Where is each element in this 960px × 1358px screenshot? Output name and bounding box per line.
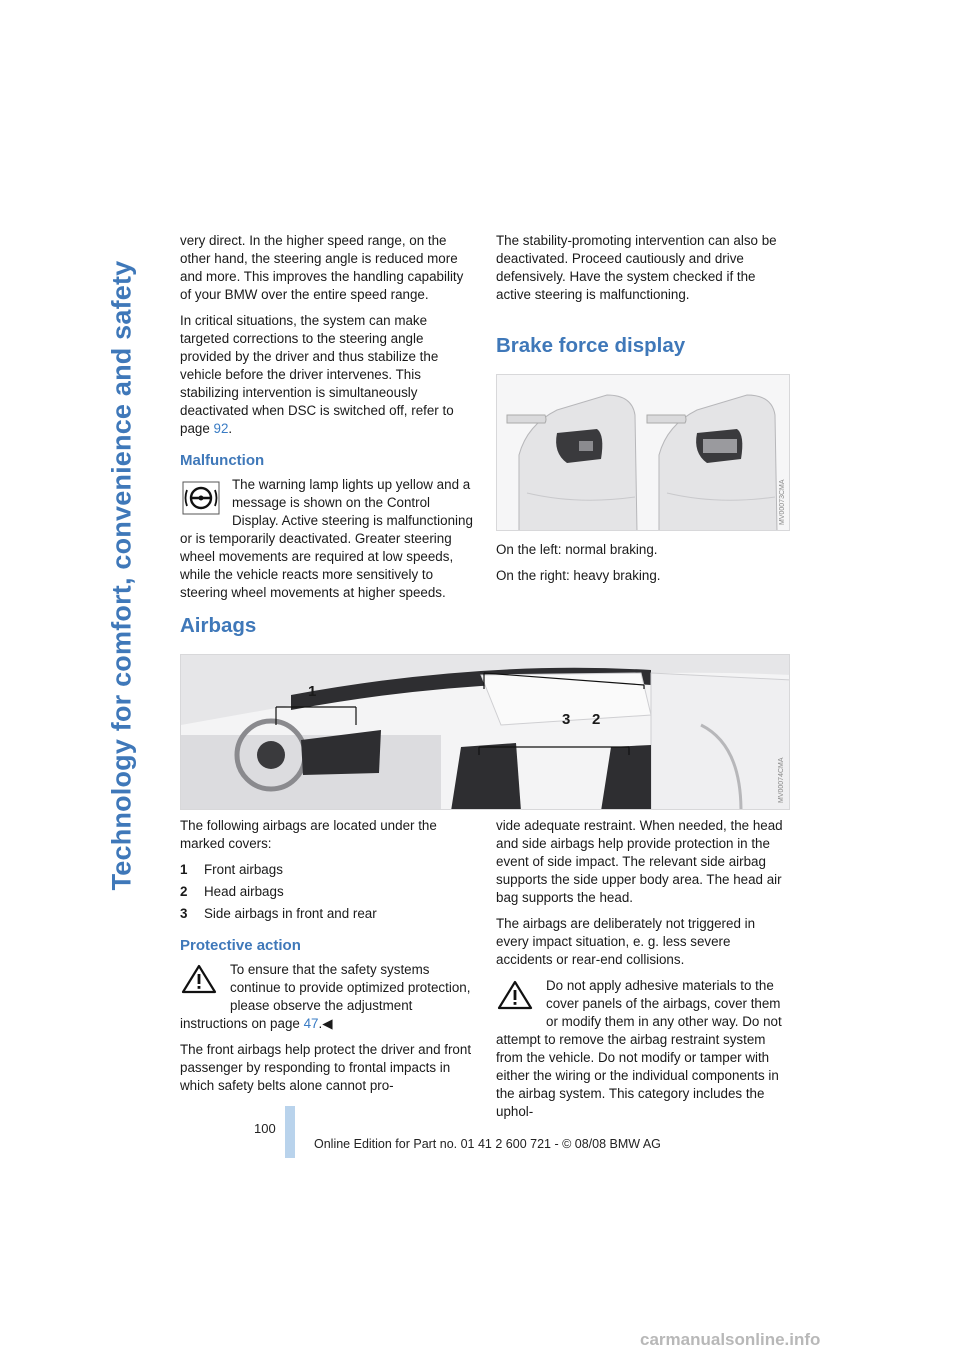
list-item [180, 861, 475, 879]
left-column [180, 232, 475, 610]
paragraph-critical-text: In critical situations, the system can make targeted corrections to the steering angle provided by the driver and thus stabilize the vehicle before the driver intervenes. This stabilizing intervention is simultaneously deactivated when DSC is switched off, refer to page [180, 313, 454, 436]
list-number: 3 [180, 906, 188, 921]
list-item [180, 883, 475, 901]
warning-triangle-icon [496, 979, 534, 1013]
watermark: carmanualsonline.info [640, 1330, 821, 1349]
malfunction-heading: Malfunction [180, 452, 265, 469]
airbags-list [180, 861, 475, 923]
brake-force-heading: Brake force display [496, 334, 686, 357]
right-column [496, 232, 788, 312]
car-rear-normal [507, 395, 637, 531]
car-rear-heavy [647, 395, 777, 531]
callout-1: 1 [308, 683, 317, 700]
end-mark: .◀ [318, 1016, 333, 1031]
airbags-figure-code: MV00074CMA [778, 757, 785, 803]
airbags-left-column [180, 817, 475, 1103]
brake-lights-illustration [497, 375, 790, 531]
warning-adjustment-text [180, 961, 475, 1033]
page-number: 100 [254, 1121, 276, 1136]
airbags-right-column [496, 817, 790, 1129]
list-label: Front airbags [204, 862, 283, 877]
warning-adhesive-text: Do not apply adhesive materials to the cover panels of the airbags, cover them or modify them in any other way. Do not attempt to remove the airbag restraint system from the vehicle. Do not modify or tamper with either the wiring or the individual components in the airbag system. This category includes the uphol- [496, 978, 782, 1119]
list-label: Head airbags [204, 884, 284, 899]
warning-block-adjustment [180, 961, 475, 1033]
caption-normal-braking: On the left: normal braking. [496, 542, 658, 557]
not-triggered-text: The airbags are deliberately not triggered in every impact situation, e. g. less severe accidents or rear-end collisions. [496, 916, 756, 967]
airbags-intro: The following airbags are located under the marked covers: [180, 818, 437, 851]
punctuation: . [228, 421, 233, 436]
brake-force-figure [496, 374, 790, 531]
front-airbags-text: The front airbags help protect the driver and front passenger by responding to frontal impacts in which safety belts alone cannot pro- [180, 1042, 472, 1093]
list-label: Side airbags in front and rear [204, 906, 377, 921]
page-link-47[interactable]: 47 [303, 1016, 319, 1031]
page-link-92[interactable]: 92 [213, 421, 229, 436]
warning-adjustment-body: To ensure that the safety systems continue to provide optimized protection, please observe the adjustment instructions on page [180, 962, 471, 1031]
restraint-text: vide adequate restraint. When needed, the head and side airbags help provide protection in the event of side impact. The relevant side airbag supports the side upper body area. The head air bag supports the head. [496, 818, 783, 905]
caption-heavy-braking: On the right: heavy braking. [496, 568, 661, 583]
paragraph-critical-situations [180, 312, 475, 438]
airbags-figure [180, 654, 790, 810]
edition-notice: Online Edition for Part no. 01 41 2 600 721 - © 08/08 BMW AG [314, 1137, 661, 1151]
callout-3: 3 [562, 711, 571, 728]
list-number: 1 [180, 862, 188, 877]
brake-figure-code: MV00073CMA [779, 479, 786, 525]
airbags-illustration [181, 655, 790, 810]
list-item [180, 905, 475, 923]
paragraph-stability: The stability-promoting intervention can also be deactivated. Proceed cautiously and drive defensively. Have the system checked if the active steering is malfunctioning. [496, 233, 777, 302]
steering-warning-icon [180, 478, 222, 518]
brake-captions [496, 541, 788, 593]
warning-triangle-icon [180, 963, 218, 997]
footer-accent-bar [285, 1106, 295, 1158]
callout-2: 2 [592, 711, 601, 728]
malfunction-text: The warning lamp lights up yellow and a message is shown on the Control Display. Active steering is malfunctioning or is temporarily deactivated. Greater steering wheel movements are required at low speeds, while the vehicle reacts more sensitively to steering wheel movements at higher speeds. [180, 477, 473, 600]
protective-action-heading: Protective action [180, 937, 301, 954]
paragraph-steering-ratio: very direct. In the higher speed range, on the other hand, the steering angle is reduced more and more. This improves the handling capability of your BMW over the entire speed range. [180, 233, 464, 302]
warning-block-adhesive [496, 977, 790, 1121]
chapter-title-text: Technology for comfort, convenience and safety [106, 260, 137, 890]
chapter-title-vertical [92, 230, 152, 920]
malfunction-block [180, 476, 475, 602]
airbags-heading: Airbags [180, 614, 257, 637]
list-number: 2 [180, 884, 188, 899]
